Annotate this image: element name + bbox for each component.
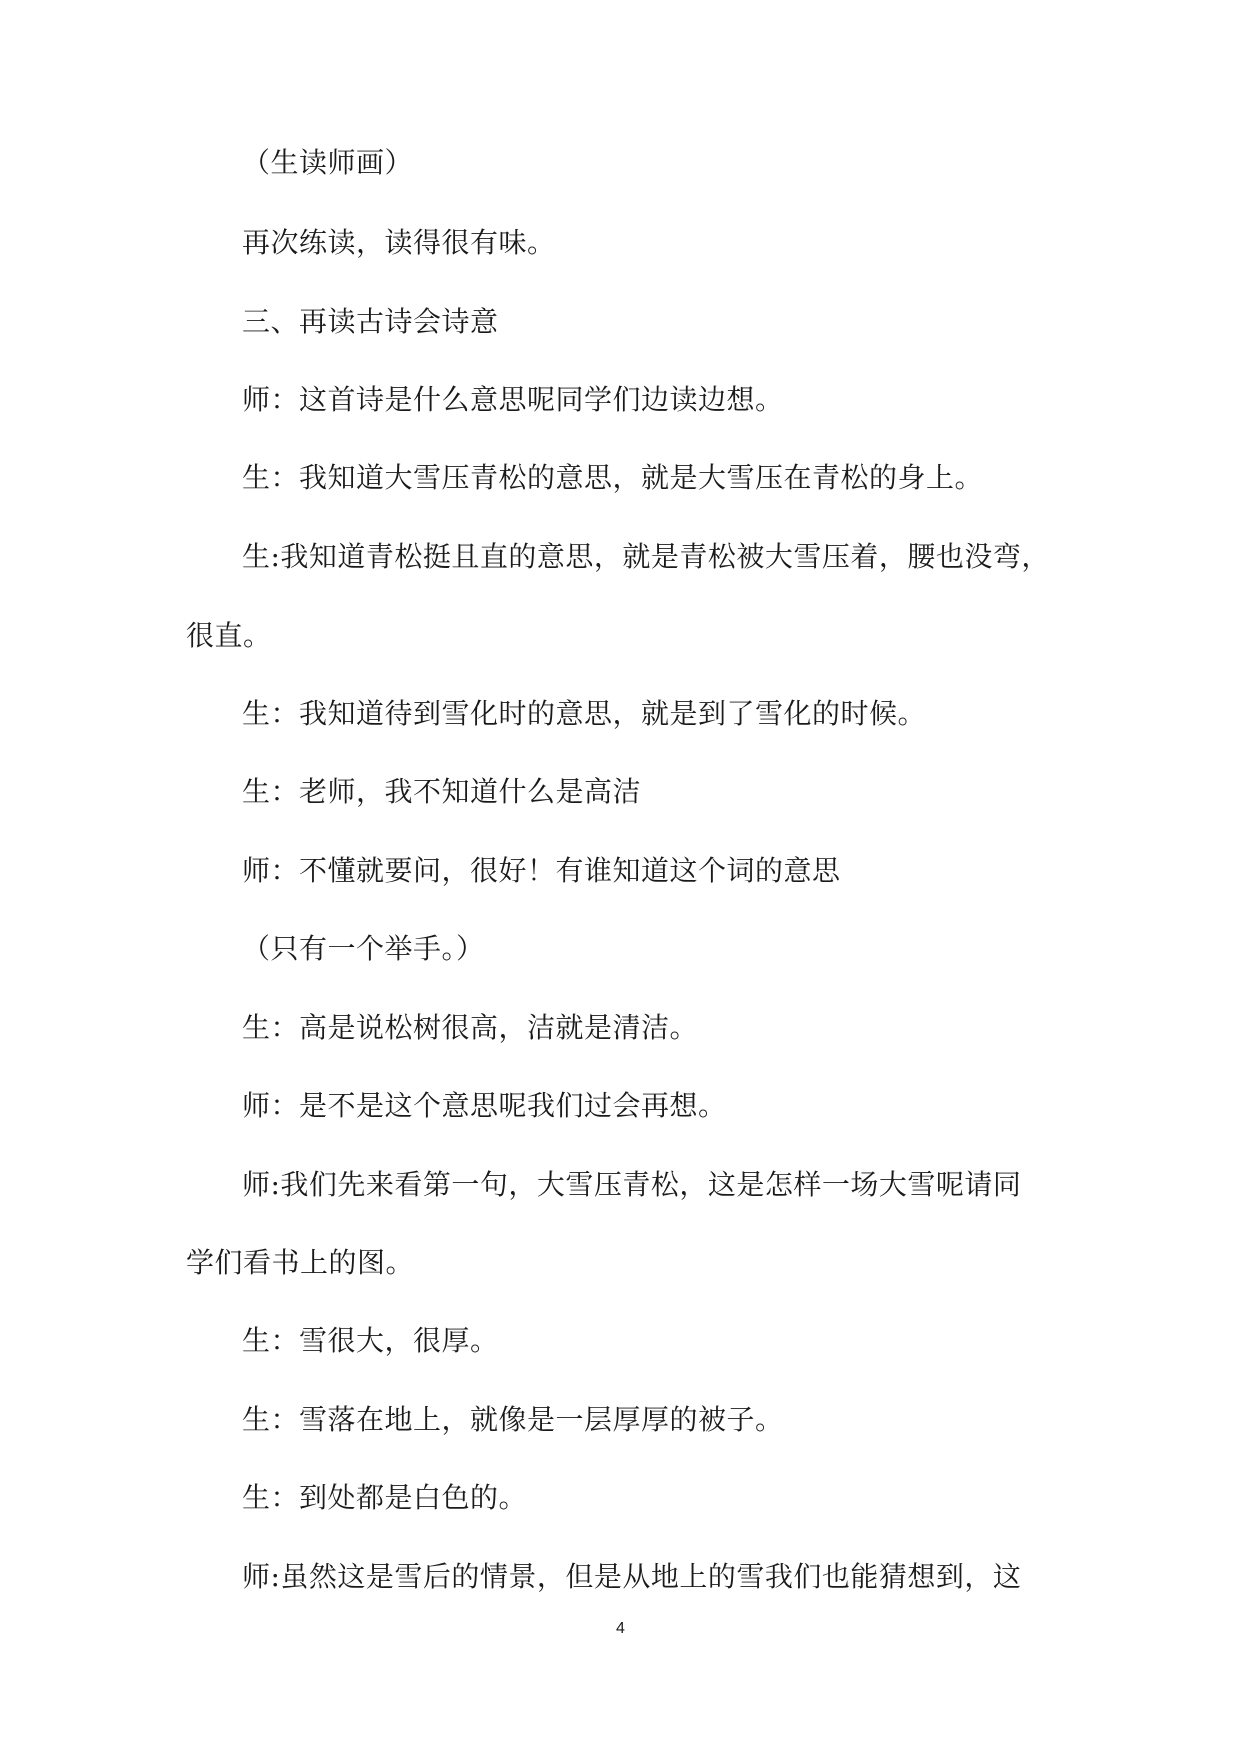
text-line: 生：到处都是白色的。 [242,1481,528,1514]
text-line: 师:虽然这是雪后的情景，但是从地上的雪我们也能猜想到，这 [242,1560,1022,1593]
text-line: 学们看书上的图。 [186,1246,415,1279]
section-heading: 三、再读古诗会诗意 [242,305,499,338]
text-line: 生：我知道待到雪化时的意思，就是到了雪化的时候。 [242,697,927,730]
text-line: 生：雪落在地上，就像是一层厚厚的被子。 [242,1403,784,1436]
text-line: （生读师画） [242,146,414,179]
text-line: 师：不懂就要问，很好！有谁知道这个词的意思 [242,854,841,887]
text-line: 生:我知道青松挺且直的意思，就是青松被大雪压着，腰也没弯， [242,540,1050,573]
text-line: 生：老师，我不知道什么是高洁 [242,775,642,808]
text-line: 很直。 [186,619,272,652]
text-line: 生：高是说松树很高，洁就是清洁。 [242,1011,699,1044]
text-line: （只有一个举手。） [242,932,485,965]
page-number: 4 [616,1620,625,1637]
text-line: 师：这首诗是什么意思呢同学们边读边想。 [242,383,784,416]
text-line: 师：是不是这个意思呢我们过会再想。 [242,1089,727,1122]
text-line: 再次练读，读得很有味。 [242,226,556,259]
text-line: 生：雪很大，很厚。 [242,1324,499,1357]
text-line: 生：我知道大雪压青松的意思，就是大雪压在青松的身上。 [242,461,984,494]
text-line: 师:我们先来看第一句，大雪压青松，这是怎样一场大雪呢请同 [242,1168,1022,1201]
